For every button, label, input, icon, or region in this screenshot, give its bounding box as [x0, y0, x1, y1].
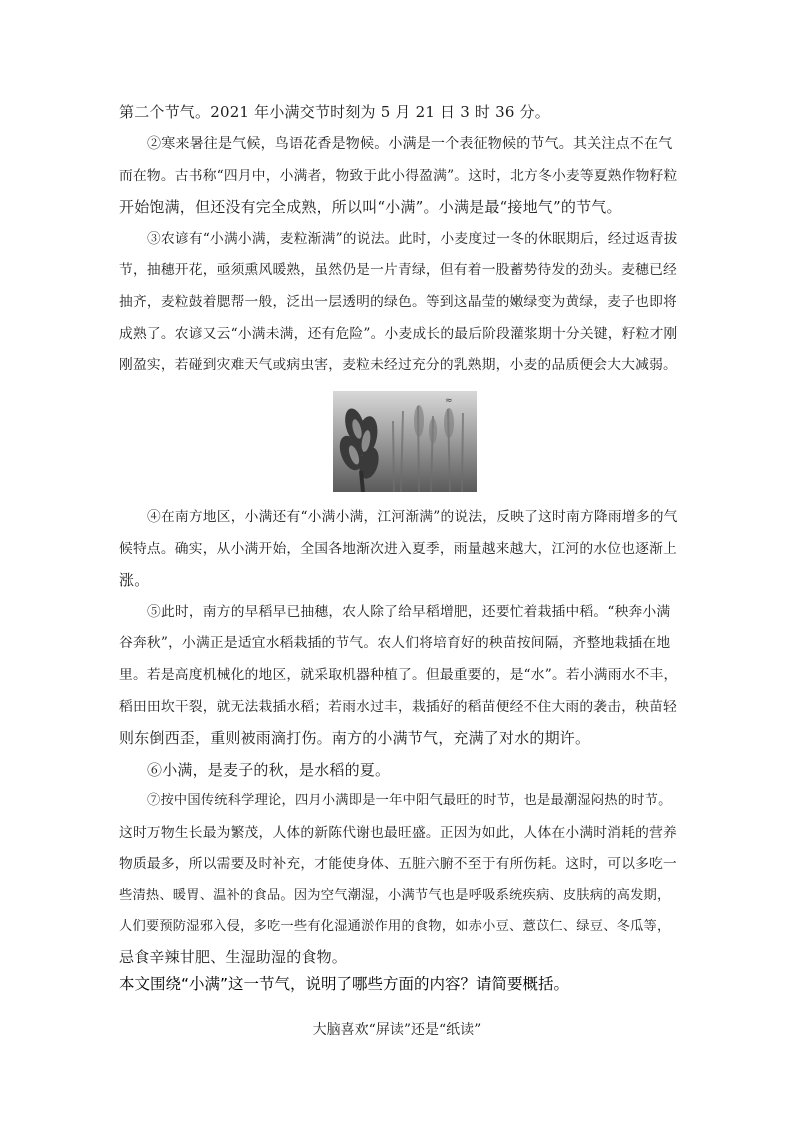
paragraph-4-line-3: 涨。: [119, 571, 150, 589]
svg-text:≈: ≈: [445, 396, 453, 406]
question-text: 本文围绕“小满”这一节气，说明了哪些方面的内容？请简要概括。: [119, 975, 570, 993]
paragraph-5-line-2: 谷奔秋”，小满正是适宜水稻栽插的节气。农人们将培育好的秧苗按间隔，齐整地栽插在地: [119, 635, 671, 651]
paragraph-7-line-1: ⑦按中国传统科学理论，四月小满即是一年中阳气最旺的时节，也是最潮湿闷热的时节。: [147, 793, 672, 808]
paragraph-7-line-5: 人们要预防湿邪入侵，多吃一些有化湿通淤作用的食物，如赤小豆、薏苡仁、绿豆、冬瓜等，: [119, 919, 671, 934]
paragraph-3-line-5: 刚盈实，若碰到灾难天气或病虫害，麦粒未经过充分的乳熟期，小麦的品质便会大大减弱。: [119, 357, 678, 373]
paragraph-5-line-3: 里。若是高度机械化的地区，就采取机器种植了。但最重要的，是“水”。若小满雨水不丰，: [119, 667, 678, 683]
paragraph-4-line-2: 候特点。确实，从小满开始，全国各地渐次进入夏季，雨量越来越大，江河的水位也逐渐上: [119, 541, 678, 557]
paragraph-2-line-3: 开始饱满，但还没有完全成熟，所以叫“小满”。小满是最“接地气”的节气。: [119, 198, 622, 216]
paragraph-3-line-2: 节，抽穗开花，亟须熏风暖熟，虽然仍是一片青绿，但有着一股蓄势待发的劲头。麦穗已经: [119, 262, 678, 278]
paragraph-2-line-2: 而在物。古书称“四月中，小满者，物致于此小得盈满”。这时，北方冬小麦等夏熟作物籽粒: [119, 168, 678, 184]
paragraph-1-line-1: 第二个节气。2021 年小满交节时刻为 5 月 21 日 3 时 36 分。: [119, 103, 550, 121]
paragraph-3-line-1: ③农谚有“小满小满，麦粒渐满”的说法。此时，小麦度过一冬的休眠期后，经过返青拔: [147, 231, 678, 247]
paragraph-4-line-1: ④在南方地区，小满还有“小满小满，江河渐满”的说法，反映了这时南方降雨增多的气: [147, 509, 678, 525]
paragraph-7-line-2: 这时万物生长最为繁茂，人体的新陈代谢也最旺盛。正因为如此，人体在小满时消耗的营养: [119, 825, 678, 841]
paragraph-7-line-3: 物质最多，所以需要及时补充，才能使身体、五脏六腑不至于有所伤耗。这时，可以多吃一: [119, 856, 678, 872]
paragraph-3-line-3: 抽齐，麦粒鼓着腮帮一般，泛出一层透明的绿色。等到这晶莹的嫩绿变为黄绿，麦子也即将: [119, 294, 678, 310]
paragraph-5-line-1: ⑤此时，南方的早稻早已抽穗，农人除了给早稻增肥，还要忙着栽插中稻。“秧奔小满: [147, 604, 671, 620]
paragraph-6-line-1: ⑥小满，是麦子的秋，是水稻的夏。: [147, 761, 391, 779]
wheat-photo: [333, 391, 477, 492]
paragraph-5-line-5: 则东倒西歪，重则被雨滴打伤。南方的小满节气，充满了对水的期许。: [119, 729, 591, 747]
paragraph-2-line-1: ②寒来暑往是气候，鸟语花香是物候。小满是一个表征物候的节气。其关注点不在气: [147, 136, 673, 152]
paragraph-7-line-6: 忌食辛辣甘肥、生湿助湿的食物。: [119, 948, 348, 966]
paragraph-3-line-4: 成熟了。农谚又云“小满未满，还有危险”。小麦成长的最后阶段灌浆期十分关键，籽粒才刚: [119, 326, 678, 342]
paragraph-7-line-4: 些清热、暖胃、温补的食品。因为空气潮湿，小满节气也是呼吸系统疾病、皮肤病的高发期，: [119, 888, 671, 903]
next-article-title: 大脑喜欢“屏读”还是“纸读”: [312, 1022, 482, 1038]
paragraph-5-line-4: 稻田田坎干裂，就无法栽插水稻；若雨水过丰，栽插好的稻苗便经不住大雨的袭击，秧苗轻: [119, 699, 678, 715]
